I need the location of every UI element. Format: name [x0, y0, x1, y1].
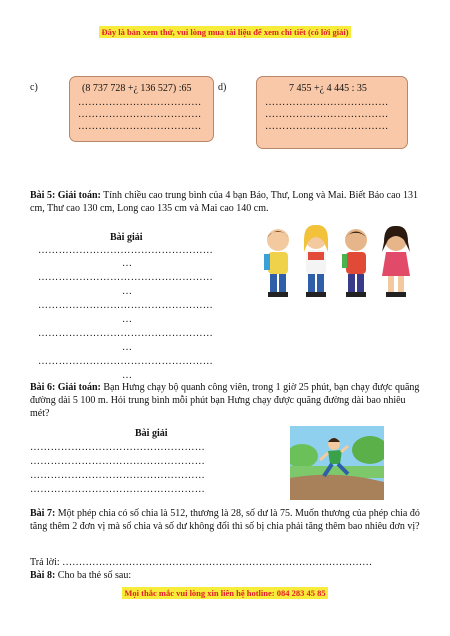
preview-banner-text: Đây là bản xem thử, vui lòng mua tài liệu để xem chi tiết (có lời giải): [101, 27, 349, 37]
bai5-solution-label: Bài giải: [110, 232, 143, 243]
answer-line-tail: …: [122, 342, 133, 353]
answer-line[interactable]: ………………………………: [265, 109, 389, 120]
answer-line[interactable]: ……………………………………………: [30, 442, 206, 453]
running-boy-illustration: [290, 426, 384, 500]
child-figure: [382, 226, 410, 297]
answer-line[interactable]: ……………………………………………: [38, 245, 214, 256]
answer-line[interactable]: ……………………………………………: [30, 484, 206, 495]
bai7-problem: [30, 507, 422, 533]
hotline-banner: [0, 588, 450, 598]
hotline-banner-text: Mọi thắc mắc vui lòng xin liên hệ hotline: 084 283 45 85: [124, 588, 326, 598]
answer-line[interactable]: ……………………………………………: [38, 300, 214, 311]
child-figure: [264, 229, 289, 297]
child-figure: [342, 229, 367, 297]
part-c-label: c): [30, 82, 38, 93]
bai7-answer-label: Trả lời:: [30, 557, 60, 568]
answer-line[interactable]: ……………………………………………: [38, 272, 214, 283]
answer-line-tail: …: [122, 258, 133, 269]
bai8-text: Cho ba thẻ số sau:: [57, 570, 132, 581]
answer-line-tail: …: [122, 286, 133, 297]
part-d-label: d): [218, 82, 227, 93]
preview-banner: [0, 27, 450, 37]
bai6-solution-label: Bài giải: [135, 428, 168, 439]
answer-line[interactable]: ……………………………………………: [38, 356, 214, 367]
bai6-problem: [30, 381, 422, 421]
bai6-title: Bài 6: Giải toán:: [30, 382, 101, 393]
answer-line-tail: …: [122, 314, 133, 325]
bai8-title: Bài 8:: [30, 570, 56, 581]
bai5-problem: [30, 189, 422, 215]
bai5-text: Tính chiều cao trung bình của 4 bạn Bảo, Thư, Long và Mai. Biết Bảo cao 131 cm, Thư cao 130 cm, Long cao 135 cm và Mai cao 140 cm.: [30, 190, 419, 215]
part-c-expression: (8 737 728 +¿ 136 527) :65: [82, 83, 192, 94]
bai8-problem: [30, 569, 131, 582]
child-figure: [304, 225, 328, 297]
answer-line-tail: …: [122, 370, 133, 381]
answer-line[interactable]: ……………………………………………: [30, 456, 206, 467]
part-d-expression: 7 455 +¿ 4 445 : 35: [289, 83, 367, 94]
bai7-title: Bài 7:: [30, 508, 56, 519]
answer-line[interactable]: ………………………………: [265, 121, 389, 132]
part-c-box: [69, 76, 214, 142]
answer-line[interactable]: ………………………………: [265, 97, 389, 108]
part-d-box: [256, 76, 408, 149]
answer-line[interactable]: ……………………………………………: [30, 470, 206, 481]
bai5-title: Bài 5: Giải toán:: [30, 190, 101, 201]
answer-line[interactable]: ……………………………………………: [38, 328, 214, 339]
bai6-text: Bạn Hưng chạy bộ quanh công viên, trong 1 giờ 25 phút, bạn chạy được quãng đường dài 5 100 m. Hỏi trung bình mỗi phút bạn Hưng chạy được quãng đường dài bao nhiêu mét?: [30, 382, 420, 420]
four-children-illustration: [258, 222, 418, 302]
answer-line[interactable]: ………………………………: [78, 97, 202, 108]
bai7-text: Một phép chia có số chia là 512, thương là 28, số dư là 75. Muốn thương của phép chia đó tăng thêm 2 đơn vị mà số chia và số dư không đổi thì số bị chia phải tăng thêm bao nhiêu đơn vị?: [30, 508, 420, 533]
answer-line[interactable]: ………………………………: [78, 109, 202, 120]
answer-line[interactable]: …………………………………………………………………………………: [62, 557, 373, 568]
bai7-answer-row: [30, 556, 422, 569]
answer-line[interactable]: ………………………………: [78, 121, 202, 132]
